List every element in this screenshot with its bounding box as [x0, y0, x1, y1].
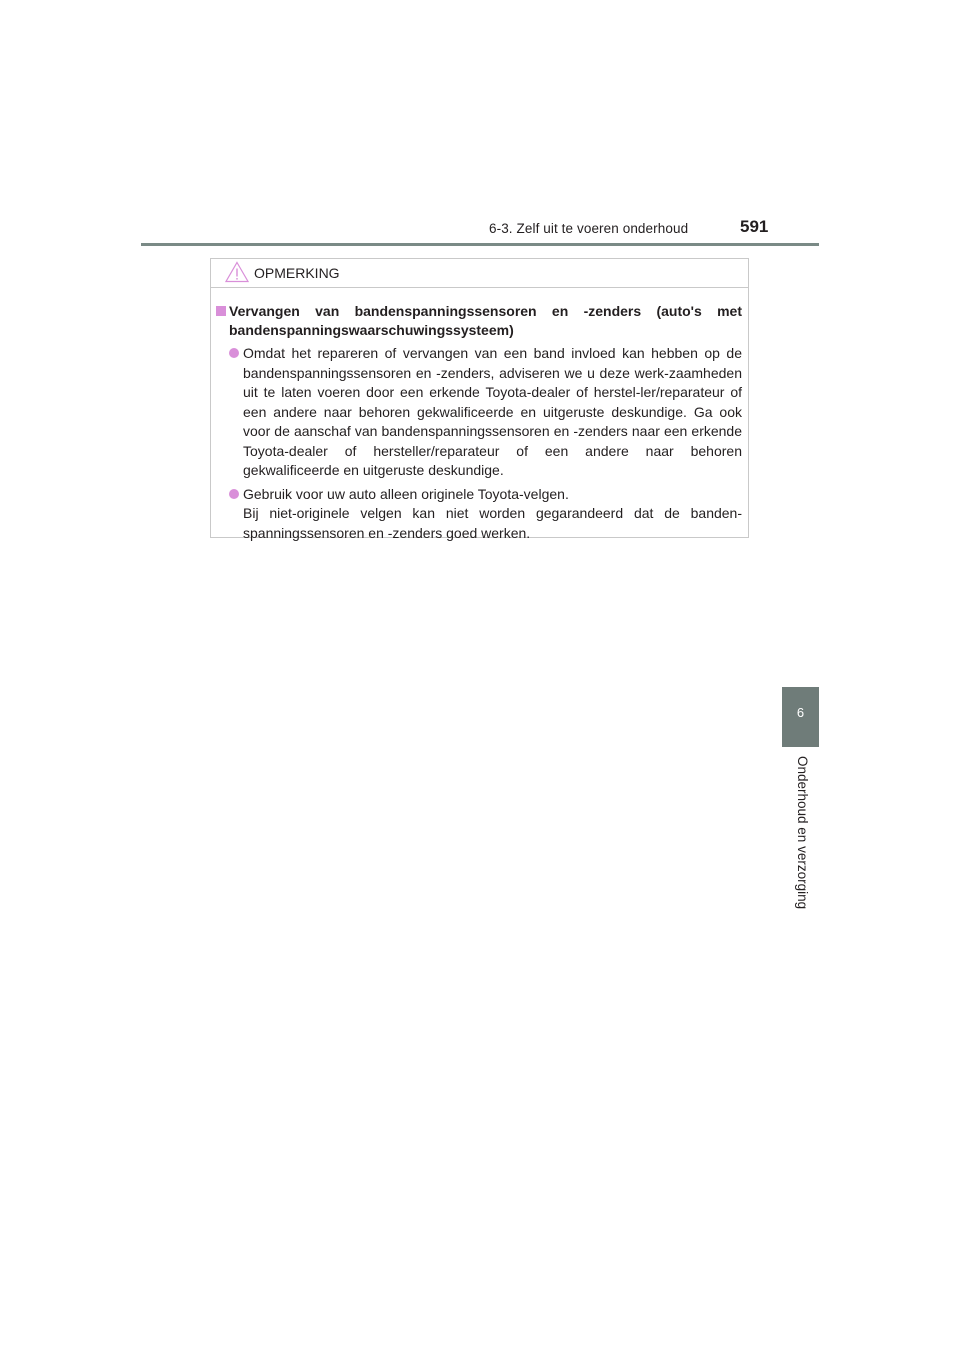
notice-header: [211, 259, 748, 288]
header-section-title: 6-3. Zelf uit te voeren onderhoud: [489, 221, 689, 236]
bullet-line: Bij niet-originele velgen kan niet worden gegarandeerd dat de banden-spanningssensoren en -zenders goed werken.: [243, 505, 742, 541]
notice-body: [211, 288, 748, 543]
bullet-line: Gebruik voor uw auto alleen originele Toyota-velgen.: [243, 485, 569, 502]
bullet-text: [243, 485, 742, 544]
chapter-title: Onderhoud en verzorging: [795, 756, 810, 910]
circle-bullet-icon: [229, 489, 239, 499]
list-item: [229, 485, 742, 544]
notice-title: OPMERKING: [254, 265, 340, 281]
page-number: 591: [740, 217, 769, 236]
header-rule: [141, 243, 819, 246]
notice-bullet-list: [216, 344, 742, 543]
chapter-number: 6: [796, 705, 805, 720]
notice-box: [210, 258, 749, 541]
warning-triangle-icon: [225, 261, 249, 283]
list-item: [229, 344, 742, 481]
chapter-tab: [782, 687, 819, 747]
square-bullet-icon: [216, 306, 226, 316]
bullet-text: Omdat het repareren of vervangen van een band invloed kan hebben op de bandenspanningssensoren en -zenders, adviseren we u deze werk-zaamheden uit te laten voeren door een erkende Toyota-dealer of herstel-ler/reparateur of een andere naar behoren gekwalificeerde en uitgeruste deskundige. Ga ook voor de aanschaf van bandenspanningssensoren en -zenders naar een erkende Toyota-dealer of hersteller/reparateur of een andere naar behoren gekwalificeerde en uitgeruste deskundige.: [243, 345, 742, 478]
circle-bullet-icon: [229, 348, 239, 358]
subheading-text: Vervangen van bandenspanningssensoren en -zenders (auto's met bandenspanningswaarschuwingssysteem): [229, 303, 742, 338]
notice-subheading: [216, 302, 742, 340]
